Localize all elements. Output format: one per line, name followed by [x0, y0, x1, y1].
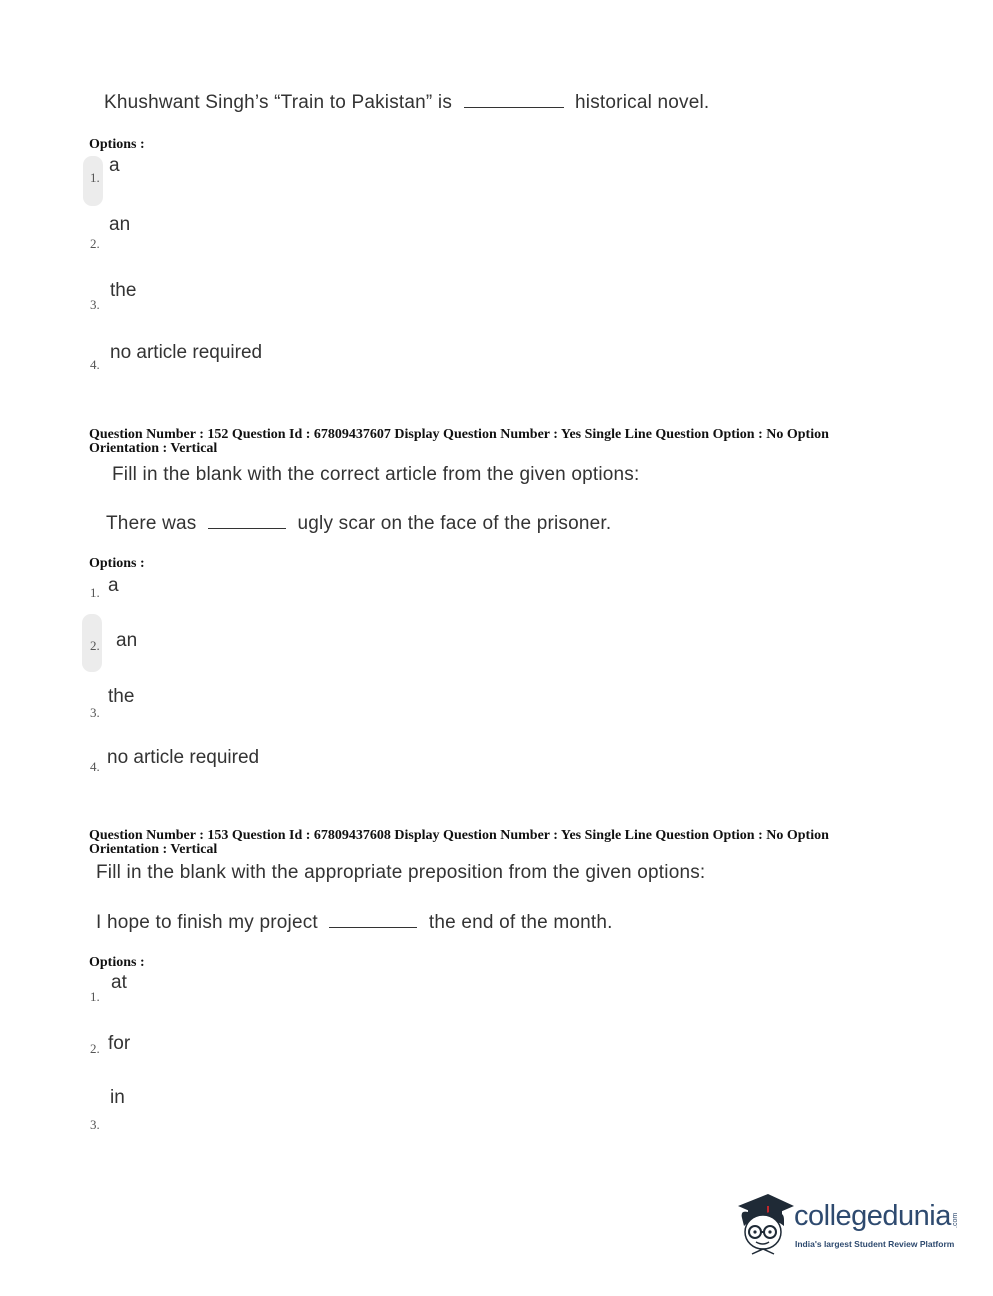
q153-option-3-number: 3.: [90, 1117, 100, 1132]
collegedunia-logo: [734, 1188, 964, 1260]
q152-option-4-number: 4.: [90, 759, 100, 774]
q151-option-2[interactable]: an: [109, 214, 131, 235]
q153-option-2-number: 2.: [90, 1041, 100, 1056]
q152-instruction: Fill in the blank with the correct article from the given options:: [112, 464, 640, 485]
q152-stem: [106, 511, 611, 535]
q152-options-label: Options :: [89, 556, 145, 571]
q151-option-1-number: 1.: [90, 170, 100, 185]
q153-option-3[interactable]: in: [110, 1087, 125, 1108]
q152-blank: [208, 511, 286, 529]
q152-option-1[interactable]: a: [108, 575, 119, 596]
q152-option-2-number: 2.: [90, 638, 100, 653]
q153-option-2[interactable]: for: [108, 1033, 131, 1054]
q152-stem-after: ugly scar on the face of the prisoner.: [297, 513, 612, 534]
q152-meta-line1: Question Number : 152 Question Id : 67809437607 Display Question Number : Yes Single Line Question Option : No Option: [89, 427, 829, 442]
q153-stem-after: the end of the month.: [428, 912, 613, 933]
q151-option-2-number: 2.: [90, 236, 100, 251]
q151-stem: [104, 90, 709, 114]
q152-option-3[interactable]: the: [108, 686, 135, 707]
q151-option-4[interactable]: no article required: [110, 342, 263, 363]
q152-meta-line2: Orientation : Vertical: [89, 441, 218, 456]
q151-stem-after: historical novel.: [575, 92, 710, 113]
q151-blank: [464, 90, 564, 108]
q151-stem-before: Khushwant Singh’s “Train to Pakistan” is: [104, 92, 453, 113]
q153-meta-line2: Orientation : Vertical: [89, 842, 218, 857]
q153-stem: [96, 910, 613, 934]
q153-option-1-number: 1.: [90, 989, 100, 1004]
q152-option-1-number: 1.: [90, 585, 100, 600]
logo-wordmark: collegedunia: [794, 1200, 951, 1232]
q152-option-4[interactable]: no article required: [107, 747, 260, 768]
logo-tagline: India's largest Student Review Platform: [795, 1239, 955, 1249]
logo-domain: .com: [952, 1212, 959, 1228]
q152-option-2[interactable]: an: [116, 630, 138, 651]
q153-instruction: Fill in the blank with the appropriate preposition from the given options:: [96, 862, 706, 883]
q153-meta-line1: Question Number : 153 Question Id : 67809437608 Display Question Number : Yes Single Line Question Option : No Option: [89, 828, 829, 843]
q151-option-3[interactable]: the: [110, 280, 137, 301]
q153-option-1[interactable]: at: [111, 972, 127, 993]
q151-options-label: Options :: [89, 137, 145, 152]
q153-blank: [329, 910, 417, 928]
q152-option-3-number: 3.: [90, 705, 100, 720]
q153-stem-before: I hope to finish my project: [96, 912, 318, 933]
q152-stem-before: There was: [106, 513, 197, 534]
q151-option-3-number: 3.: [90, 297, 100, 312]
q153-options-label: Options :: [89, 955, 145, 970]
q151-option-1[interactable]: a: [109, 155, 120, 176]
q151-option-4-number: 4.: [90, 357, 100, 372]
mascot-icon: [734, 1188, 796, 1258]
